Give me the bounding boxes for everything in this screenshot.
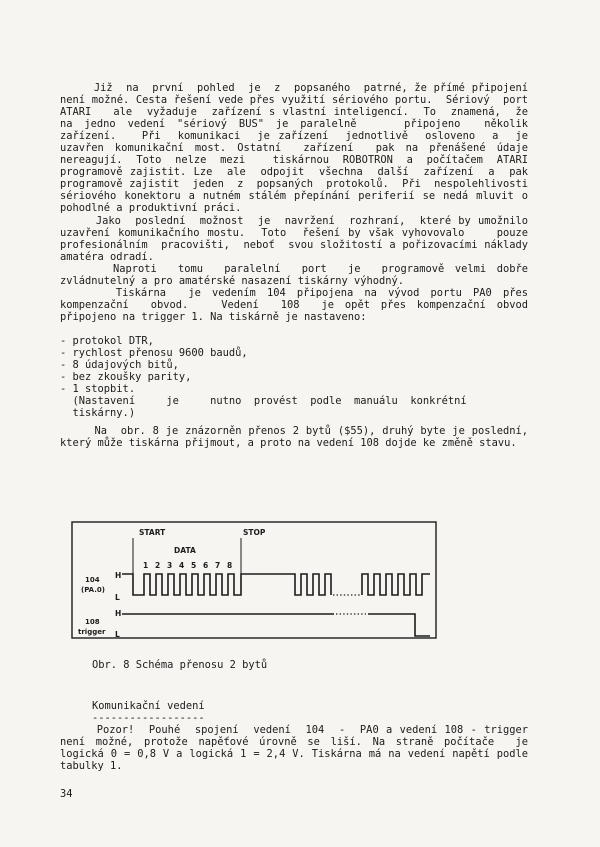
bit-number: 3 [167,561,173,570]
paragraph-connection: Tiskárna je vedením 104 připojena na vývod portu PA0 přes kompenzační obvod. Vedení 108 je opět přes kompenzační obvod připojeno na trigger 1. Na tiskárně je nastaveno: [60,286,535,323]
line-104-signal-byte-1 [122,574,331,595]
spacer [60,323,528,335]
timing-diagram [70,520,440,646]
bit-number: 2 [155,561,161,570]
diagram-frame [72,522,436,638]
paragraph-voltage-levels: Pozor! Pouhé spojení vedení 104 - PA0 a vedení 108 - trigger není možné, protože napěťové úrovně se liší. Na straně počítače je logická 0 = 0,8 V a logická 1 = 2,4 V. Tiskárna má na vedení napětí podle tabulky 1. [60,724,541,773]
paragraph-serial-port: Již na první pohled je z popsaného patrné, že přímé připojení není možné. Cesta řešení vede přes využití sériového portu. Sériový port ATARI ale vyžaduje zařízení s vlastní inteligencí. To znamená, že na jedno vedení "sériový BUS" je paralelně připojeno několik zařízení. Při komunikaci je zařízení jednotlivě osloveno a je uzavřen komunikační most. Ostatní zařízení pak na přenášené údaje nereagují. Toto nelze mezi tiskárnou ROBOTRON a počítačem ATARI programově zajistit. Lze ale odpojit všechna další zařízení a pak programově zajistit jeden z popsaných protokolů. Při nespolehlivosti sériového konektoru a nutném stálém přepínání periferií se nedá mluvit o pohodlné a produktivní práci. [60,82,541,215]
list-item: - bez zkoušky parity, [60,371,192,384]
paragraph-figure-reference: Na obr. 8 je znázorněn přenos 2 bytů ($55), druhý byte je poslední, který může tiskárna přijmout, a proto na vedení 108 dojde ke změně stavu. [60,425,541,450]
bit-number: 1 [143,561,149,570]
line-104-high-label: H [115,571,122,580]
bit-number: 8 [227,561,233,570]
line-104-low-label: L [115,593,120,602]
paragraph-parallel-port: Naproti tomu paralelní port je programově velmi dobře zvládnutelný a pro amatérské nasazení tiskárny výhodný. [60,262,535,287]
bit-number: 5 [191,561,197,570]
timing-diagram-svg [70,520,440,646]
line-108-high-label: H [115,609,122,618]
line-108-low-label: L [115,630,120,639]
stop-label: STOP [243,528,266,537]
line-104-label: 104 [85,576,100,584]
figure-caption: Obr. 8 Schéma přenosu 2 bytů [92,659,268,671]
section-title: Komunikační vedení [92,700,205,712]
printer-settings-list [60,335,528,419]
data-label: DATA [174,546,196,555]
start-label: START [139,528,166,537]
paragraph-interface: Jako poslední možnost je navržení rozhraní, které by umožnilo uzavření komunikačního mostu. Toto řešení by však vyhovovalo pouze profesionálním pracovišti, neboť svou složitostí a pořizovacími náklady amatéra odradí. [60,214,547,263]
bit-number: 6 [203,561,209,570]
line-108-trigger-label: trigger [78,628,106,636]
line-104-signal-byte-2 [362,574,430,595]
list-item: - 1 stopbit. [60,383,136,396]
line-108-signal-transition [368,614,430,636]
section-communication-lines [60,700,541,773]
body-text [60,82,547,450]
line-108-label: 108 [85,618,100,626]
list-item: - rychlost přenosu 9600 baudů, [60,346,248,359]
line-104-port-label: (PA.0) [81,586,105,594]
bit-number: 7 [215,561,221,570]
list-item: - 8 údajových bitů, [60,359,179,372]
list-item: - protokol DTR, [60,334,154,347]
section-underline: ------------------ [92,712,205,725]
page-number: 34 [60,788,73,800]
bit-number: 4 [179,561,185,570]
list-item: (Nastavení je nutno provést podle manuálu konkrétní [60,395,467,408]
list-item: tiskárny.) [60,407,136,420]
